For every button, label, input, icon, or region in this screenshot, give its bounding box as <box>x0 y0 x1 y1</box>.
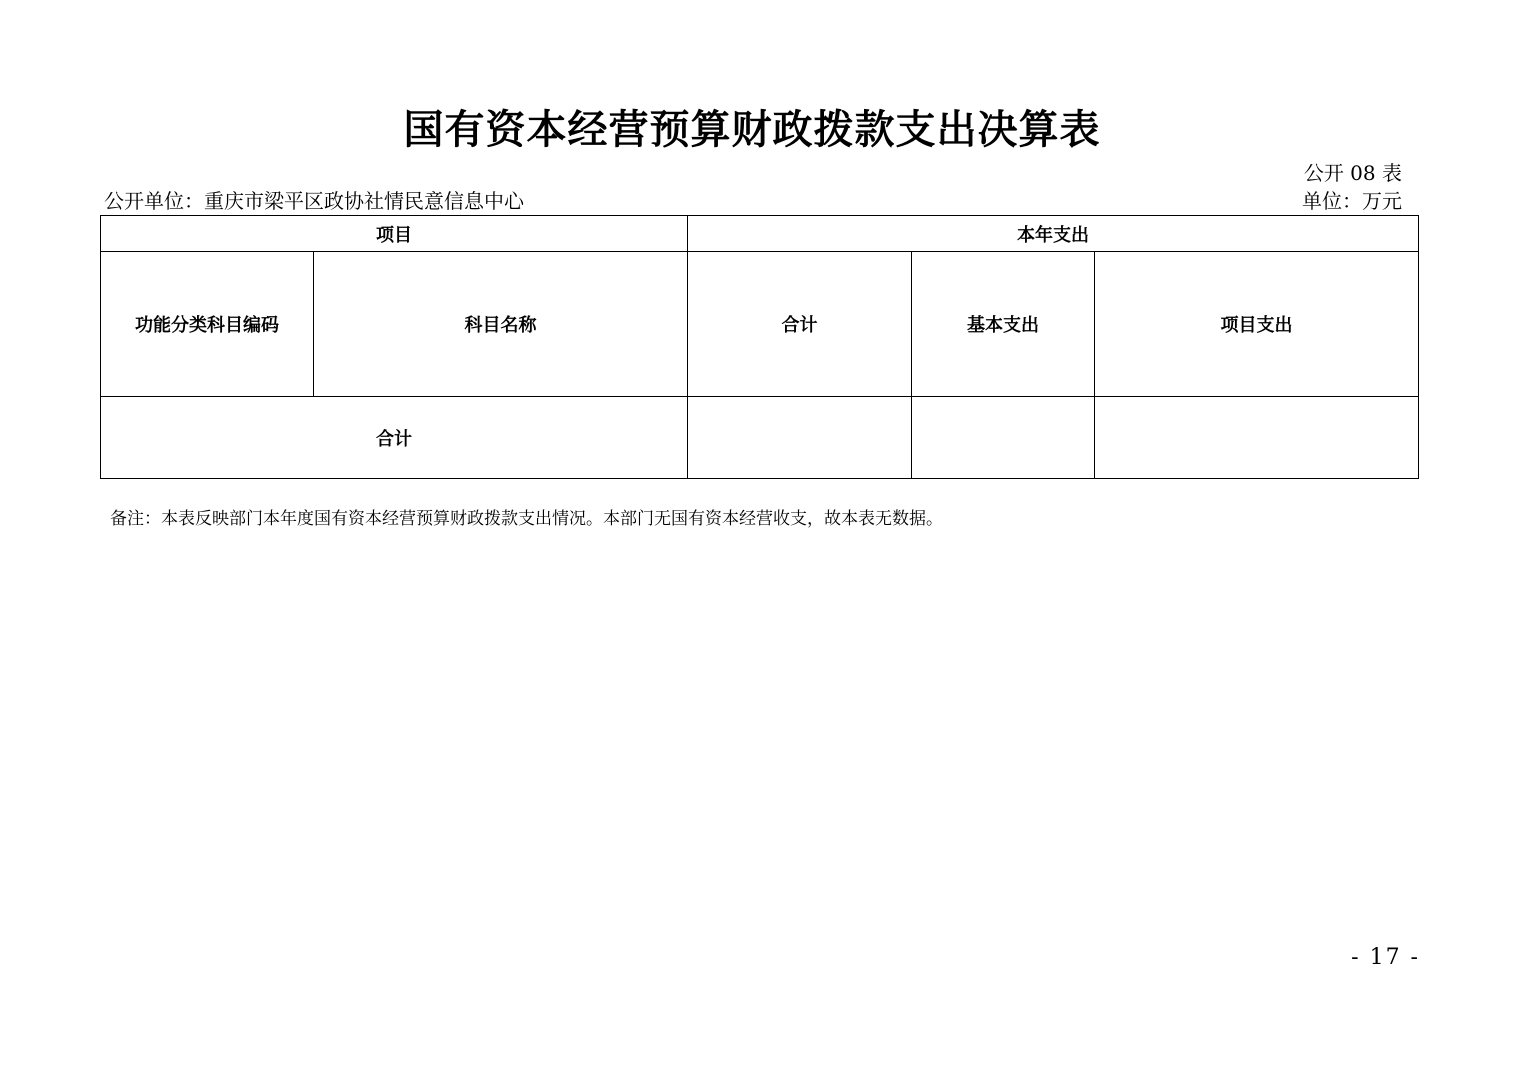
reporting-unit: 公开单位：重庆市梁平区政协社情民意信息中心 <box>104 189 524 213</box>
form-code: 公开 08 表 <box>1303 161 1402 185</box>
document-title: 国有资本经营预算财政拨款支出决算表 <box>403 106 1101 153</box>
total-row <box>101 397 1419 479</box>
col-header-project: 项目支出 <box>1095 252 1419 397</box>
total-row-basic <box>912 397 1095 479</box>
total-row-label: 合计 <box>101 397 688 479</box>
col-header-total: 合计 <box>688 252 912 397</box>
currency-unit: 单位：万元 <box>1302 189 1402 213</box>
col-header-name: 科目名称 <box>314 252 688 397</box>
group-header-item: 项目 <box>101 216 688 252</box>
page-number: - 17 - <box>1351 945 1420 970</box>
col-header-basic: 基本支出 <box>912 252 1095 397</box>
expenditure-table <box>100 215 1419 479</box>
table-note: 备注：本表反映部门本年度国有资本经营预算财政拨款支出情况。本部门无国有资本经营收支，故本表无数据。 <box>110 509 943 529</box>
group-header-current-year: 本年支出 <box>688 216 1419 252</box>
unit-row <box>104 188 1402 214</box>
group-header-row <box>101 216 1419 252</box>
col-header-code: 功能分类科目编码 <box>101 252 314 397</box>
total-row-project <box>1095 397 1419 479</box>
column-header-row <box>101 252 1419 397</box>
total-row-total <box>688 397 912 479</box>
